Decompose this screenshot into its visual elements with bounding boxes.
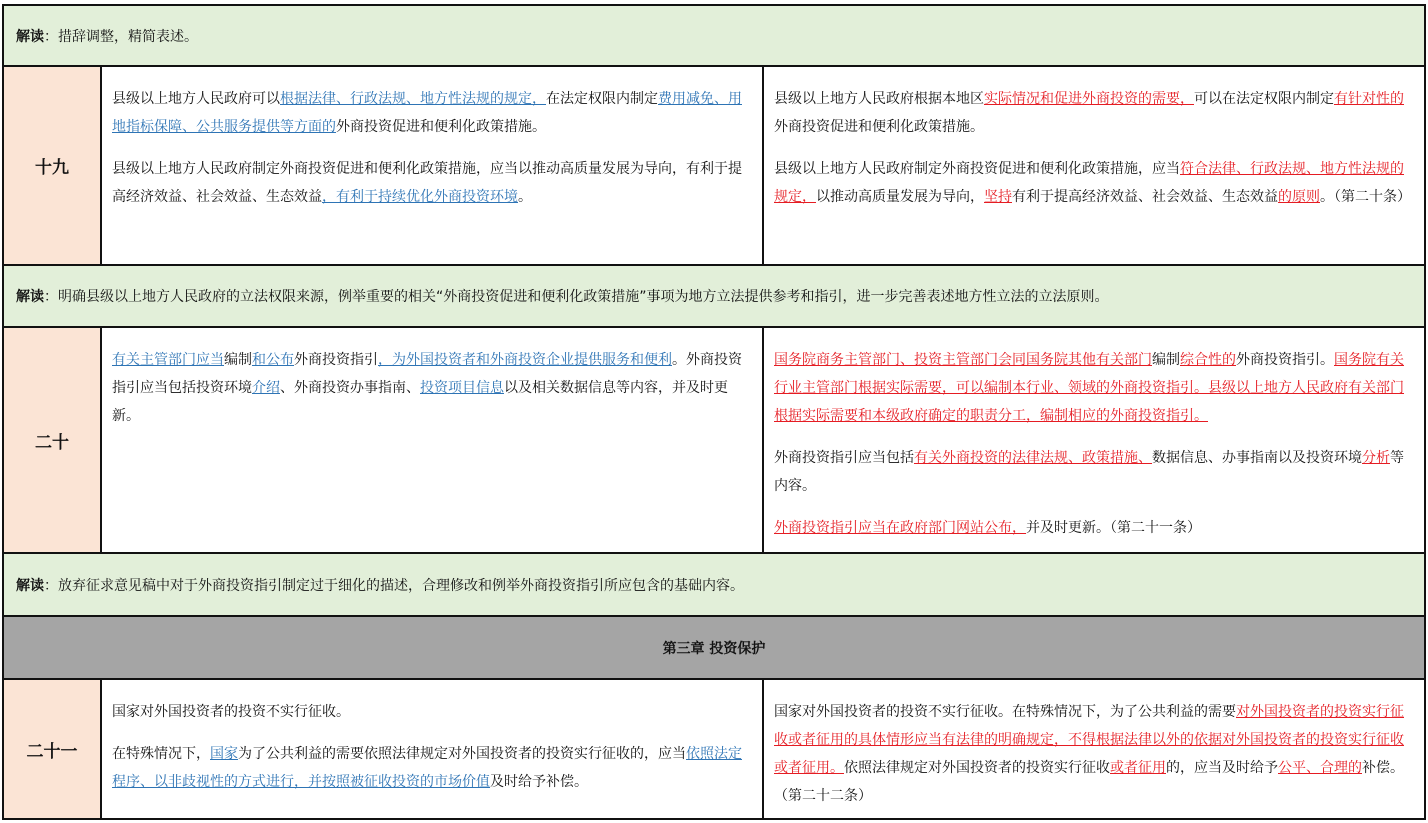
article-21-row [2, 678, 1426, 820]
paragraph: 在特殊情况下，国家为了公共利益的需要依照法律规定对外国投资者的投资实行征收的，应当依照法定程序、以非歧视性的方式进行，并按照被征收投资的市场价值及时给予补偿。 [112, 746, 742, 790]
draft-text [102, 67, 764, 264]
paragraph: 国务院商务主管部门、投资主管部门会同国务院其他有关部门编制综合性的外商投资指引。国务院有关行业主管部门根据实际需要，可以编制本行业、领域的外商投资指引。县级以上地方人民政府有关部门根据实际需要和本级政府确定的职责分工，编制相应的外商投资指引。 [774, 352, 1404, 424]
note-label: 解读 [16, 28, 44, 45]
article-number: 二十 [4, 328, 102, 552]
article-number: 二十一 [4, 680, 102, 818]
note-text: ：措辞调整，精简表述。 [44, 28, 198, 45]
draft-text [102, 328, 764, 552]
final-text [764, 67, 1424, 264]
note-text: ：放弃征求意见稿中对于外商投资指引制定过于细化的描述，合理修改和例举外商投资指引所应包含的基础内容。 [44, 577, 744, 594]
article-number: 十九 [4, 67, 102, 264]
interpretation-note-1 [2, 4, 1426, 67]
chapter-heading: 第三章 投资保护 [2, 615, 1426, 680]
note-label: 解读 [16, 289, 44, 305]
final-text [764, 680, 1424, 818]
final-text [764, 328, 1424, 552]
paragraph: 县级以上地方人民政府制定外商投资促进和便利化政策措施，应当符合法律、行政法规、地方性法规的规定，以推动高质量发展为导向，坚持有利于提高经济效益、社会效益、生态效益的原则。（第二十条） [774, 161, 1411, 205]
article-20-row [2, 326, 1426, 554]
article-19-row [2, 65, 1426, 266]
note-text: ：明确县级以上地方人民政府的立法权限来源，例举重要的相关“外商投资促进和便利化政策措施”事项为地方立法提供参考和指引，进一步完善表述地方性立法的立法原则。 [44, 289, 1109, 305]
paragraph: 外商投资指引应当包括有关外商投资的法律法规、政策措施、数据信息、办事指南以及投资环境分析等内容。 [774, 450, 1404, 494]
draft-text [102, 680, 764, 818]
paragraph: 有关主管部门应当编制和公布外商投资指引，为外国投资者和外商投资企业提供服务和便利。外商投资指引应当包括投资环境介绍、外商投资办事指南、投资项目信息以及相关数据信息等内容，并及时更新。 [112, 352, 742, 424]
note-label: 解读 [16, 577, 44, 594]
paragraph: 国家对外国投资者的投资不实行征收。 [112, 704, 350, 720]
paragraph: 外商投资指引应当在政府部门网站公布，并及时更新。（第二十一条） [774, 520, 1201, 536]
paragraph: 县级以上地方人民政府制定外商投资促进和便利化政策措施，应当以推动高质量发展为导向，有利于提高经济效益、社会效益、生态效益，有利于持续优化外商投资环境。 [112, 161, 742, 205]
paragraph: 国家对外国投资者的投资不实行征收。在特殊情况下，为了公共利益的需要对外国投资者的投资实行征收或者征用的具体情形应当有法律的明确规定，不得根据法律以外的依据对外国投资者的投资实行征收或者征用。依照法律规定对外国投资者的投资实行征收或者征用的，应当及时给予公平、合理的补偿。（第二十二条） [774, 704, 1404, 804]
paragraph: 县级以上地方人民政府可以根据法律、行政法规、地方性法规的规定，在法定权限内制定费用减免、用地指标保障、公共服务提供等方面的外商投资促进和便利化政策措施。 [112, 91, 742, 135]
paragraph: 县级以上地方人民政府根据本地区实际情况和促进外商投资的需要，可以在法定权限内制定有针对性的外商投资促进和便利化政策措施。 [774, 91, 1404, 135]
interpretation-note-3 [2, 552, 1426, 617]
interpretation-note-2 [2, 264, 1426, 328]
